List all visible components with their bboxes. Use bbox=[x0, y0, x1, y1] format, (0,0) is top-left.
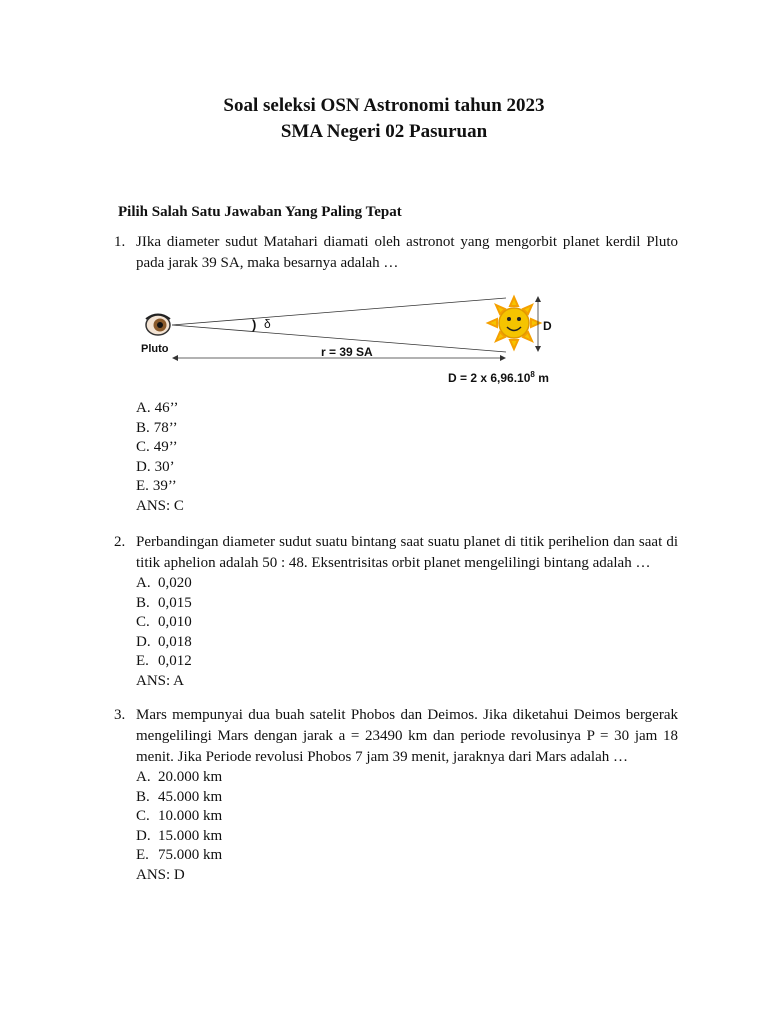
option-text: 0,015 bbox=[158, 594, 192, 611]
option-e bbox=[136, 652, 678, 672]
option-label: B. bbox=[136, 419, 150, 436]
distance-label: r = 39 SA bbox=[321, 345, 373, 359]
option-text: 39’’ bbox=[152, 478, 177, 494]
option-text: 49’’ bbox=[153, 439, 178, 455]
sight-line-top bbox=[172, 298, 506, 325]
options-list bbox=[136, 399, 678, 516]
option-a bbox=[136, 768, 678, 788]
document-title: Soal seleksi OSN Astronomi tahun 2023 bbox=[223, 95, 545, 116]
answer-key: ANS: C bbox=[136, 497, 184, 514]
option-e bbox=[136, 477, 678, 497]
angular-diameter-diagram bbox=[138, 290, 578, 390]
option-label: A. bbox=[136, 769, 151, 785]
option-d bbox=[136, 827, 678, 847]
question-text: Mars mempunyai dua buah satelit Phobos dan Deimos. Jika diketahui Deimos bergerak mengelilingi Mars dengan jarak a = 23490 km dan periode revolusinya P = 30 jam 18 menit. Jika Periode revolusi Phobos 7 jam 39 menit, jaraknya dari Mars adalah … bbox=[136, 707, 678, 765]
diameter-label: D bbox=[543, 319, 552, 333]
option-label: B. bbox=[136, 594, 150, 611]
option-d bbox=[136, 458, 678, 478]
option-text: 20.000 km bbox=[158, 769, 223, 785]
option-label: C. bbox=[136, 614, 150, 630]
eye-icon bbox=[146, 315, 170, 336]
question-number: 1. bbox=[114, 234, 126, 250]
answer-key: ANS: A bbox=[136, 672, 184, 689]
option-text: 0,010 bbox=[158, 614, 192, 630]
option-text: 0,012 bbox=[158, 653, 192, 669]
diagram-svg bbox=[138, 290, 578, 390]
question-number: 2. bbox=[114, 534, 126, 550]
sun-icon bbox=[488, 297, 540, 349]
angle-arc-mark: ) bbox=[252, 317, 257, 332]
option-c bbox=[136, 613, 678, 633]
options-list bbox=[136, 574, 678, 691]
option-b bbox=[136, 594, 678, 614]
option-c bbox=[136, 807, 678, 827]
option-text: 10.000 km bbox=[158, 808, 223, 824]
option-text: 46’’ bbox=[154, 400, 179, 416]
option-label: A. bbox=[136, 400, 151, 416]
option-label: D. bbox=[136, 458, 151, 475]
option-label: D. bbox=[136, 633, 151, 650]
option-d bbox=[136, 633, 678, 653]
option-text: 0,020 bbox=[158, 575, 192, 591]
option-b bbox=[136, 788, 678, 808]
option-label: C. bbox=[136, 808, 150, 824]
option-c bbox=[136, 438, 678, 458]
option-a bbox=[136, 399, 678, 419]
diameter-value-label: D = 2 x 6,96.10$^8$ m bbox=[448, 370, 549, 385]
option-text: 15.000 km bbox=[158, 827, 223, 844]
option-label: E. bbox=[136, 478, 149, 494]
option-label: B. bbox=[136, 788, 150, 805]
options-list bbox=[136, 768, 678, 885]
question-2 bbox=[114, 532, 678, 691]
question-text: Perbandingan diameter sudut suatu bintang saat suatu planet di titik perihelion dan saat di titik aphelion adalah 50 : 48. Eksentrisitas orbit planet mengelilingi bintang adalah … bbox=[136, 534, 678, 571]
question-1-options bbox=[114, 399, 678, 516]
option-text: 78’’ bbox=[153, 419, 178, 436]
instruction-heading: Pilih Salah Satu Jawaban Yang Paling Tepat bbox=[118, 204, 402, 220]
option-b bbox=[136, 419, 678, 439]
option-label: D. bbox=[136, 827, 151, 844]
question-text: JIka diameter sudut Matahari diamati oleh astronot yang mengorbit planet kerdil Pluto pada jarak 39 SA, maka besarnya adalah … bbox=[136, 234, 678, 271]
option-text: 30’ bbox=[154, 458, 175, 475]
observer-label: Pluto bbox=[141, 343, 169, 355]
option-label: E. bbox=[136, 653, 149, 669]
option-label: A. bbox=[136, 575, 151, 591]
question-number: 3. bbox=[114, 707, 126, 723]
option-text: 0,018 bbox=[158, 633, 192, 650]
option-text: 75.000 km bbox=[158, 847, 223, 863]
document-subtitle: SMA Negeri 02 Pasuruan bbox=[280, 121, 488, 142]
option-label: E. bbox=[136, 847, 149, 863]
angle-label: δ bbox=[264, 317, 271, 331]
option-e bbox=[136, 846, 678, 866]
question-3 bbox=[114, 705, 678, 885]
question-1 bbox=[114, 232, 678, 274]
answer-key: ANS: D bbox=[136, 866, 185, 883]
option-text: 45.000 km bbox=[158, 788, 223, 805]
option-a bbox=[136, 574, 678, 594]
option-label: C. bbox=[136, 439, 150, 455]
